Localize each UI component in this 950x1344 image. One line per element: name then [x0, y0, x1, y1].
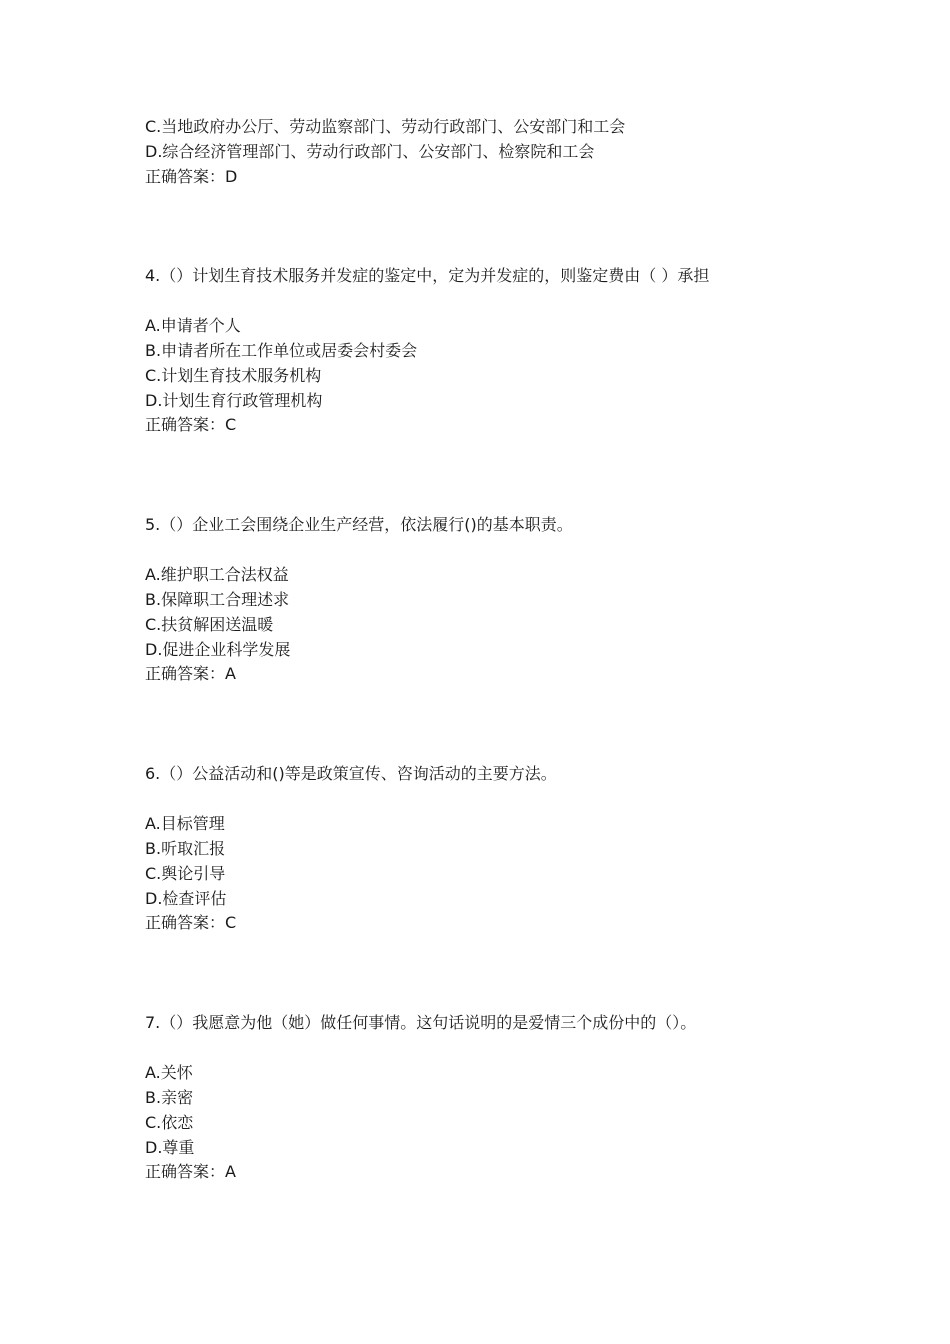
option-b: B.申请者所在工作单位或居委会村委会: [145, 341, 418, 360]
option-d: D.检查评估: [145, 889, 227, 908]
option-d: D.尊重: [145, 1138, 195, 1157]
option-a: A.目标管理: [145, 814, 225, 833]
option-d: D.综合经济管理部门、劳动行政部门、公安部门、检察院和工会: [145, 142, 595, 161]
answer-line: 正确答案：A: [145, 1162, 236, 1181]
option-a: A.申请者个人: [145, 316, 241, 335]
option-b: B.听取汇报: [145, 839, 226, 858]
answer-line: 正确答案：A: [145, 664, 236, 683]
option-b: B.保障职工合理述求: [145, 590, 290, 609]
option-c: C.扶贫解困送温暖: [145, 615, 274, 634]
option-a: A.维护职工合法权益: [145, 565, 289, 584]
option-d: D.促进企业科学发展: [145, 640, 291, 659]
answer-line: 正确答案：C: [145, 415, 237, 434]
option-c: C.依恋: [145, 1113, 194, 1132]
answer-line: 正确答案：D: [145, 167, 238, 186]
option-c: C.计划生育技术服务机构: [145, 366, 322, 385]
option-b: B.亲密: [145, 1088, 194, 1107]
question-stem: 6.（）公益活动和()等是政策宣传、咨询活动的主要方法。: [145, 764, 557, 783]
answer-line: 正确答案：C: [145, 913, 237, 932]
question-stem: 7.（）我愿意为他（她）做任何事情。这句话说明的是爱情三个成份中的（）。: [145, 1013, 697, 1032]
option-c: C.舆论引导: [145, 864, 226, 883]
option-c: C.当地政府办公厅、劳动监察部门、劳动行政部门、公安部门和工会: [145, 117, 626, 136]
question-stem: 5.（）企业工会围绕企业生产经营，依法履行()的基本职责。: [145, 515, 573, 534]
option-a: A.关怀: [145, 1063, 193, 1082]
option-d: D.计划生育行政管理机构: [145, 391, 323, 410]
question-stem: 4.（）计划生育技术服务并发症的鉴定中，定为并发症的，则鉴定费由（ ）承担: [145, 266, 710, 285]
